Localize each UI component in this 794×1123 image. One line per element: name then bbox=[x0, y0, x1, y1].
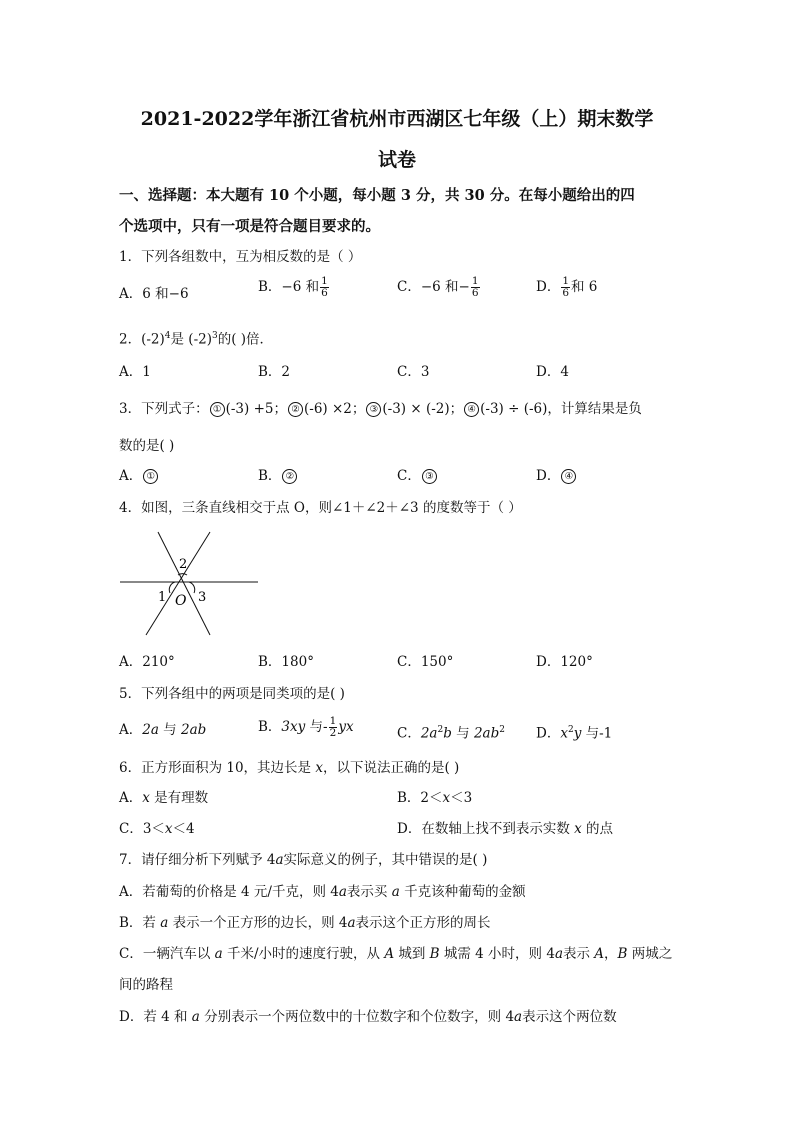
q1-option-c: C．−6 和− $\frac{1}{6}$ bbox=[397, 275, 479, 299]
angle-1-arc bbox=[169, 582, 175, 593]
q7-option-c-line1: C．一辆汽车以 a 千米/小时的速度行驶，从 A 城到 B 城需 4 小时，则 4a表示 A，B 两城之 bbox=[119, 946, 673, 962]
section-heading-line2: 个选项中，只有一项是符合题目要求的。 bbox=[119, 218, 380, 235]
exam-title-line1: 2021-2022学年浙江省杭州市西湖区七年级（上）期末数学 bbox=[140, 108, 654, 130]
q5-option-d: D．$x^2y$ 与-1 bbox=[536, 725, 613, 742]
q1-option-d: D． $\frac{1}{6}$ 和 6 bbox=[536, 275, 598, 299]
q6-option-b: B．2＜x＜3 bbox=[397, 790, 473, 806]
line-upper-left-to-lower-right bbox=[158, 532, 210, 635]
q5-option-c: C．$2a^2b$ 与 $2ab^2$ bbox=[397, 725, 505, 742]
q7-option-a: A．若葡萄的价格是 4 元/千克，则 4a表示买 a 千克该种葡萄的金额 bbox=[119, 884, 526, 900]
q6-option-c: C．3＜x＜4 bbox=[119, 821, 195, 837]
q3-option-d: D． ④ bbox=[536, 467, 577, 485]
point-o-label: O bbox=[175, 593, 187, 609]
q3-stem-line2: 数的是( ) bbox=[119, 438, 175, 454]
q1-option-a: A．6 和−6 bbox=[119, 286, 189, 302]
angle-label-3: 3 bbox=[198, 590, 207, 605]
angle-label-2: 2 bbox=[179, 557, 188, 572]
section-heading-line1: 一、选择题：本大题有 10 个小题，每小题 3 分，共 30 分。在每小题给出的四 bbox=[119, 187, 635, 204]
line-lower-left-to-upper-right bbox=[146, 532, 210, 635]
q4-option-c: C．150° bbox=[397, 654, 454, 670]
q4-option-a: A．210° bbox=[119, 654, 175, 670]
q6-stem: 6．正方形面积为 10，其边长是 x，以下说法正确的是( ) bbox=[119, 760, 460, 776]
q6-option-a: A．x 是有理数 bbox=[119, 790, 209, 806]
q2-option-b: B．2 bbox=[258, 364, 291, 380]
q2-option-c: C．3 bbox=[397, 364, 430, 380]
q7-option-d: D．若 4 和 a 分别表示一个两位数中的十位数字和个位数字，则 4a表示这个两位数 bbox=[119, 1009, 617, 1025]
q7-stem: 7．请仔细分析下列赋予 4a实际意义的例子，其中错误的是( ) bbox=[119, 852, 488, 868]
angle-3-arc bbox=[189, 582, 195, 593]
three-lines-figure bbox=[118, 527, 260, 639]
angle-label-1: 1 bbox=[158, 590, 167, 605]
q2-option-a: A．1 bbox=[119, 364, 151, 380]
q6-option-d: D．在数轴上找不到表示实数 x 的点 bbox=[397, 821, 614, 837]
q3-option-a: A． ① bbox=[119, 467, 159, 485]
q1-option-b: B．−6 和 $\frac{1}{6}$ bbox=[258, 275, 328, 299]
q7-option-b: B．若 a 表示一个正方形的边长，则 4a表示这个正方形的周长 bbox=[119, 915, 491, 931]
q4-option-b: B．180° bbox=[258, 654, 314, 670]
q5-option-b: B．3xy 与- $\frac{1}{2}$ yx bbox=[258, 715, 354, 739]
q2-stem: 2．$(-2)^4$是 $(-2)^3$的( )倍． bbox=[119, 331, 274, 348]
q3-option-b: B． ② bbox=[258, 467, 298, 485]
q1-stem: 1．下列各组数中，互为相反数的是（ ） bbox=[119, 249, 362, 265]
q5-stem: 5．下列各组中的两项是同类项的是( ) bbox=[119, 686, 345, 702]
q3-stem-line1: 3．下列式子： ① (-3) +5； ② (-6) ×2； ③ (-3) × (-2)； ④ (-3) ÷ (-6)，计算结果是负 bbox=[119, 401, 642, 417]
exam-title-line2: 试卷 bbox=[377, 149, 416, 171]
q7-option-c-line2: 间的路程 bbox=[119, 977, 173, 993]
q2-option-d: D．4 bbox=[536, 364, 569, 380]
q4-option-d: D．120° bbox=[536, 654, 593, 670]
q4-stem: 4．如图，三条直线相交于点 O，则∠1＋∠2＋∠3 的度数等于（ ） bbox=[119, 500, 522, 516]
q5-option-a: A．2a 与 2ab bbox=[119, 722, 207, 738]
q3-option-c: C． ③ bbox=[397, 467, 438, 485]
